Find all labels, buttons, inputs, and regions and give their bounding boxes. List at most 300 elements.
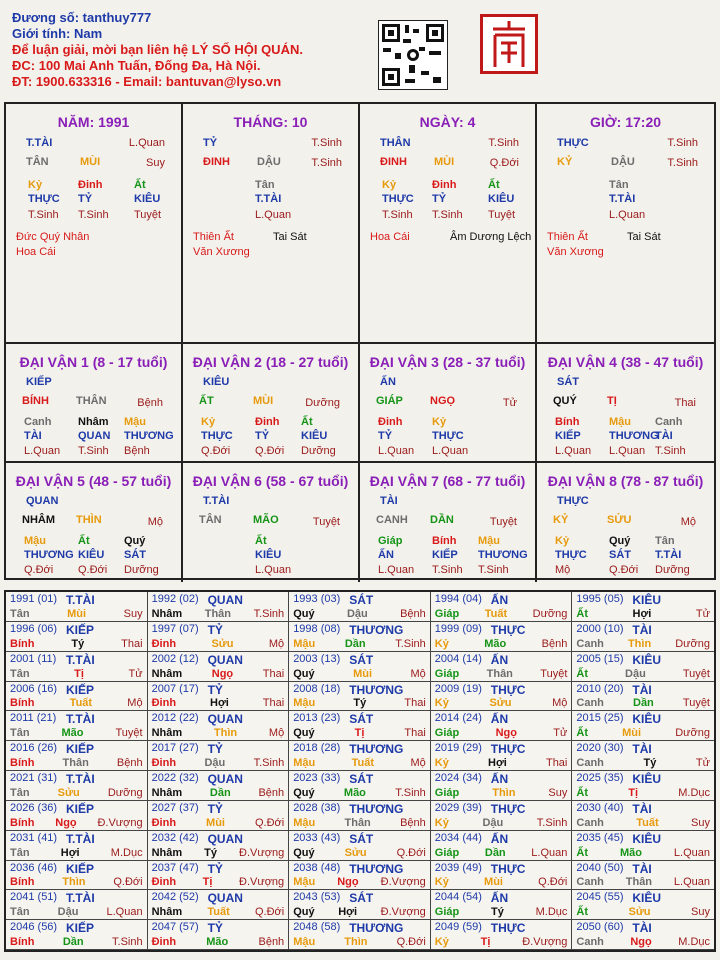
year-pillar — [435, 608, 568, 620]
hidden-stem: Bính — [555, 416, 580, 428]
year-cell — [431, 682, 573, 712]
year-chi: Tị — [74, 667, 84, 680]
year-god: TỶ — [207, 861, 223, 876]
year-stage: Tuyệt — [540, 667, 568, 680]
year-stage: T.Sinh — [253, 607, 285, 620]
year-cell — [148, 682, 290, 712]
year-god: TỶ — [207, 801, 223, 816]
year-can: Canh — [576, 936, 604, 948]
dai-van-can: CANH — [376, 514, 408, 526]
hidden-god: THƯƠNG — [609, 430, 659, 442]
year-stage: Tử — [695, 757, 710, 769]
year-stage: Đ.Vượng — [380, 906, 426, 919]
year-stage: Mộ — [127, 697, 143, 710]
year-stage: M.Dục — [678, 786, 710, 799]
year-stage: Mộ — [410, 757, 426, 769]
hidden-god: THỰC — [432, 430, 464, 442]
pillar-cell — [537, 104, 714, 344]
dai-van-chi: MÙI — [253, 395, 274, 407]
hidden-god: SÁT — [609, 549, 631, 561]
year-pillar — [152, 847, 285, 859]
year-can: Tân — [10, 727, 30, 740]
year-pillar — [10, 936, 143, 948]
year-pillar — [435, 817, 568, 829]
year-label: 2032 (42) — [151, 831, 199, 844]
year-god: KIÊU — [632, 712, 662, 727]
year-god: ẤN — [490, 712, 509, 727]
hidden-god: T.TÀI — [609, 193, 636, 205]
year-stage: Dưỡng — [675, 727, 710, 740]
pillar-chi: MÙI — [80, 156, 101, 168]
year-stage: Thai — [404, 697, 426, 710]
year-can: Canh — [576, 757, 604, 769]
year-cell — [431, 861, 573, 891]
hidden-god: KIẾP — [432, 549, 458, 561]
year-cell — [572, 741, 714, 771]
year-pillar — [576, 608, 710, 620]
year-chi: Ngọ — [55, 816, 77, 829]
hidden-stage: Dưỡng — [301, 445, 336, 457]
year-can: Nhâm — [151, 727, 183, 740]
hidden-god: TỶ — [78, 193, 93, 205]
hidden-god: THỰC — [555, 549, 587, 561]
year-god: KIÊU — [632, 831, 662, 846]
year-god: TÀI — [632, 742, 652, 757]
year-label: 2029 (39) — [434, 801, 482, 814]
hidden-stem: Mậu — [609, 416, 631, 428]
year-pillar — [435, 876, 568, 888]
dai-van-chi: DẦN — [430, 514, 454, 526]
year-label: 1996 (06) — [10, 622, 58, 635]
year-label: 2019 (29) — [434, 742, 482, 755]
year-can: Kỷ — [434, 816, 449, 829]
year-pillar — [10, 727, 143, 739]
year-chi: Ngọ — [495, 727, 517, 740]
pillar-chi-stage: T.Sinh — [311, 157, 342, 169]
pillar-can: ĐINH — [380, 156, 407, 168]
year-stage: Q.Đới — [113, 876, 143, 889]
year-label: 2040 (50) — [576, 861, 624, 874]
dai-van-cell — [183, 344, 360, 463]
year-cell — [289, 652, 431, 682]
star-name: Hoa Cái — [370, 231, 410, 243]
dai-van-can: BÍNH — [22, 395, 49, 407]
year-cell — [572, 682, 714, 712]
year-can: Tân — [10, 607, 30, 620]
year-can: Tân — [10, 906, 30, 919]
hidden-stage: Q.Đới — [255, 445, 285, 457]
hidden-stem: Canh — [655, 416, 683, 428]
hidden-stem: Nhâm — [78, 416, 109, 428]
hidden-god: THƯƠNG — [124, 430, 174, 442]
year-can: Quý — [293, 667, 315, 680]
year-stage: Tử — [128, 667, 143, 680]
year-god: T.TÀI — [66, 831, 95, 846]
year-cell — [572, 890, 714, 920]
year-can: Bính — [10, 876, 35, 889]
year-label: 1992 (02) — [151, 593, 199, 605]
year-label: 1995 (05) — [576, 593, 624, 605]
year-cell — [431, 741, 573, 771]
pillar-can: KỶ — [557, 156, 573, 168]
dai-van-chi: TỊ — [607, 395, 617, 407]
pillar-chi-stage: Q.Đới — [489, 157, 519, 169]
year-chi: Thân — [204, 607, 232, 620]
hidden-stage: Dưỡng — [655, 564, 690, 576]
hidden-stem: Mậu — [24, 535, 46, 547]
year-stage: Thai — [262, 697, 285, 710]
year-label: 2041 (51) — [10, 891, 58, 904]
year-stage: M.Dục — [535, 906, 568, 919]
hidden-god: TÀI — [655, 430, 673, 442]
year-pillar — [152, 876, 285, 888]
year-pillar — [576, 757, 710, 769]
year-cell — [148, 741, 290, 771]
hidden-god: THỰC — [28, 193, 60, 205]
pillar-title: GIỜ: 17:20 — [589, 114, 662, 130]
year-chi: Thân — [62, 757, 89, 769]
year-label: 2020 (30) — [576, 742, 624, 755]
year-stage: T.Sinh — [395, 637, 426, 650]
hidden-god: TỶ — [378, 430, 393, 442]
year-can: Đinh — [151, 936, 177, 948]
year-god: THƯƠNG — [349, 861, 404, 876]
year-label: 2037 (47) — [151, 861, 199, 874]
year-can: Canh — [576, 876, 604, 889]
hidden-stage: L.Quan — [432, 445, 469, 457]
hidden-god: KIÊU — [255, 549, 282, 561]
year-stage: Dưỡng — [675, 637, 710, 650]
year-stage: Mộ — [268, 637, 285, 650]
hidden-god: TÀI — [24, 430, 42, 442]
pillar-chi: DẬU — [611, 156, 635, 168]
year-pillar — [435, 638, 568, 650]
year-god: SÁT — [349, 831, 374, 846]
year-chi: Tuất — [69, 697, 93, 710]
year-god: SÁT — [349, 712, 374, 727]
pillar-can: ĐINH — [203, 156, 230, 168]
year-can: Giáp — [434, 727, 460, 740]
year-label: 2011 (21) — [10, 712, 57, 725]
year-god: KIẾP — [66, 861, 95, 876]
star-name: Tai Sát — [627, 231, 661, 243]
year-god: TỶ — [207, 921, 223, 936]
dai-van-stage: Mộ — [680, 516, 696, 528]
year-pillar — [10, 668, 143, 680]
year-can: Tân — [10, 846, 30, 859]
year-label: 2021 (31) — [10, 772, 58, 784]
year-cell — [6, 652, 148, 682]
year-label: 2031 (41) — [10, 831, 58, 844]
year-stage: T.Sinh — [536, 816, 568, 829]
year-stage: Q.Đới — [254, 906, 285, 919]
year-pillar — [435, 727, 568, 739]
year-god: SÁT — [349, 772, 374, 786]
dai-van-cell — [537, 344, 714, 463]
year-god: KIẾP — [66, 622, 95, 637]
year-god: QUAN — [207, 593, 243, 607]
pillar-cell — [360, 104, 537, 344]
year-stage: Đ.Vượng — [380, 876, 426, 889]
year-label: 2010 (20) — [576, 682, 624, 695]
year-god: THƯƠNG — [349, 921, 404, 936]
year-can: Ất — [576, 607, 588, 620]
year-stage: Suy — [548, 786, 568, 799]
hidden-stage: T.Sinh — [78, 209, 109, 221]
year-label: 2001 (11) — [10, 652, 57, 665]
year-cell — [431, 711, 573, 741]
hidden-stage: Q.Đới — [24, 564, 54, 576]
year-cell — [431, 622, 573, 652]
year-can: Canh — [576, 816, 604, 829]
year-can: Giáp — [434, 786, 460, 799]
year-pillar — [152, 608, 285, 620]
year-god: T.TÀI — [66, 712, 95, 727]
year-pillar — [293, 936, 426, 948]
hidden-god: KIÊU — [301, 430, 328, 442]
year-chi: Hợi — [338, 906, 358, 919]
year-label: 1999 (09) — [434, 622, 482, 635]
year-chi: Thân — [625, 876, 653, 889]
year-pillar — [293, 608, 426, 620]
year-label: 2036 (46) — [10, 861, 58, 874]
hidden-stem: Quý — [124, 535, 146, 547]
dai-van-cell — [183, 463, 360, 582]
dai-van-god: T.TÀI — [203, 495, 230, 507]
year-cell — [431, 771, 573, 801]
year-can: Ất — [576, 727, 588, 740]
year-god: SÁT — [349, 593, 374, 607]
hidden-stem: Kỷ — [432, 416, 447, 428]
year-chi: Mão — [343, 786, 366, 799]
year-pillar — [435, 906, 568, 918]
star-name: Tai Sát — [273, 231, 307, 243]
star-name: Đức Quý Nhân — [16, 231, 90, 243]
year-can: Đinh — [151, 816, 177, 829]
year-pillar — [152, 697, 285, 709]
star-name: Thiên Ất — [547, 231, 588, 243]
year-stage: Thai — [404, 727, 426, 740]
year-can: Ất — [576, 906, 588, 919]
dai-van-stage: Dưỡng — [305, 397, 340, 409]
hidden-stage: Bệnh — [124, 445, 150, 457]
year-cell — [148, 890, 290, 920]
year-god: T.TÀI — [66, 772, 95, 786]
year-cell — [289, 920, 431, 950]
year-can: Mậu — [293, 757, 316, 769]
year-stage: Mộ — [268, 727, 285, 740]
hidden-stage: T.Sinh — [478, 564, 509, 576]
hidden-stage: Mộ — [555, 564, 571, 576]
year-stage: Tuyệt — [682, 697, 710, 710]
hidden-stem: Quý — [609, 535, 631, 547]
year-chi: Hợi — [210, 697, 229, 710]
year-cell — [289, 831, 431, 861]
year-can: Ất — [576, 667, 588, 680]
year-chi: Ngọ — [211, 667, 234, 680]
hidden-stem: Kỷ — [201, 416, 216, 428]
year-chi: Ngọ — [337, 876, 359, 889]
dai-van-cell — [537, 463, 714, 582]
year-chi: Tý — [491, 906, 504, 919]
year-cell — [6, 801, 148, 831]
dai-van-stage: Tuyệt — [489, 516, 517, 528]
year-label: 2018 (28) — [293, 742, 341, 755]
hidden-god: THƯƠNG — [24, 549, 74, 561]
year-cell — [6, 592, 148, 622]
year-pillar — [293, 847, 426, 859]
year-pillar — [576, 787, 710, 799]
hidden-god: T.TÀI — [655, 549, 682, 561]
year-god: T.TÀI — [66, 593, 95, 607]
year-god: SÁT — [349, 652, 374, 667]
hidden-stem: Kỷ — [382, 179, 397, 191]
year-stage: L.Quan — [673, 876, 710, 889]
year-chi: Hợi — [488, 757, 507, 769]
year-can: Quý — [293, 607, 315, 620]
year-god: TÀI — [632, 861, 652, 876]
year-chi: Hợi — [632, 607, 652, 620]
dai-van-title: ĐẠI VẬN 4 (38 - 47 tuổi) — [547, 354, 704, 370]
dai-van-stage: Thai — [674, 397, 696, 409]
year-stage: M.Dục — [110, 846, 143, 859]
year-chi: Thân — [344, 816, 371, 829]
year-cell — [6, 771, 148, 801]
year-stage: Bệnh — [541, 637, 568, 650]
year-god: QUAN — [207, 652, 243, 667]
hidden-stem: Đinh — [432, 179, 457, 191]
year-pillar — [152, 906, 285, 918]
year-label: 2044 (54) — [434, 891, 482, 904]
dai-van-can: QUÝ — [553, 395, 577, 407]
year-stage: Mộ — [410, 667, 426, 680]
year-stage: Q.Đới — [538, 876, 568, 889]
dai-van-stage: Tử — [502, 397, 517, 409]
year-god: ẤN — [490, 652, 509, 667]
year-can: Kỷ — [434, 637, 449, 650]
year-pillar — [293, 697, 426, 709]
year-can: Quý — [293, 906, 315, 919]
dai-van-god: QUAN — [26, 495, 59, 507]
year-god: T.TÀI — [66, 652, 95, 667]
year-can: Ất — [576, 846, 588, 859]
year-cell — [148, 711, 290, 741]
hidden-stage: Q.Đới — [201, 445, 231, 457]
pillar-god: TỶ — [203, 137, 218, 149]
dai-van-stage: Mộ — [147, 516, 163, 528]
year-pillar — [152, 638, 285, 650]
year-cell — [572, 622, 714, 652]
year-pillar — [435, 787, 568, 799]
year-can: Đinh — [151, 697, 177, 710]
year-chi: Thìn — [492, 786, 516, 799]
year-label: 2046 (56) — [10, 921, 58, 934]
year-label: 2002 (12) — [151, 652, 199, 665]
dai-van-god: THỰC — [557, 495, 589, 507]
year-god: TỶ — [207, 682, 223, 697]
year-label: 1991 (01) — [10, 593, 58, 605]
year-label: 2043 (53) — [293, 891, 341, 904]
hidden-stem: Mậu — [478, 535, 500, 547]
year-stage: Tuyệt — [115, 727, 143, 740]
dai-van-can: KỶ — [553, 514, 569, 526]
year-label: 1997 (07) — [151, 622, 199, 635]
year-pillar — [293, 638, 426, 650]
year-cell — [6, 622, 148, 652]
year-can: Quý — [293, 786, 315, 799]
year-cell — [572, 592, 714, 622]
year-cell — [148, 831, 290, 861]
year-label: 2016 (26) — [10, 742, 58, 755]
year-chi: Thìn — [62, 876, 86, 889]
year-label: 2009 (19) — [434, 682, 482, 695]
year-can: Nhâm — [151, 607, 183, 620]
year-god: QUAN — [207, 891, 243, 906]
dai-van-cell — [360, 344, 537, 463]
pillar-title: NGÀY: 4 — [419, 114, 476, 130]
year-cell — [572, 771, 714, 801]
hidden-stage: Tuyệt — [134, 209, 162, 221]
year-cell — [289, 741, 431, 771]
year-stage: T.Sinh — [112, 936, 143, 948]
year-stage: Đ.Vượng — [97, 816, 143, 829]
year-can: Tân — [10, 667, 30, 680]
year-god: THỰC — [490, 682, 526, 697]
year-label: 2004 (14) — [434, 652, 482, 665]
hidden-stage: T.Sinh — [432, 209, 463, 221]
year-cell — [431, 652, 573, 682]
year-cell — [289, 861, 431, 891]
star-name: Văn Xương — [547, 246, 604, 258]
year-can: Ất — [576, 786, 588, 799]
year-can: Giáp — [434, 846, 460, 859]
year-chi: Sửu — [344, 846, 367, 859]
pillar-cell — [6, 104, 183, 344]
year-stage: Đ.Vượng — [522, 936, 568, 948]
star-name: Hoa Cái — [16, 246, 56, 258]
year-can: Đinh — [151, 637, 177, 650]
year-pillar — [10, 876, 143, 888]
hidden-stage: T.Sinh — [432, 564, 463, 576]
year-cell — [148, 861, 290, 891]
year-can: Giáp — [434, 607, 460, 620]
year-chi: Mão — [206, 936, 229, 948]
year-stage: Thai — [262, 667, 285, 680]
year-chi: Tý — [204, 846, 218, 859]
year-pillar — [10, 787, 143, 799]
pillar-cell — [183, 104, 360, 344]
year-cell — [148, 801, 290, 831]
address-line: ĐC: 100 Mai Anh Tuấn, Đống Đa, Hà Nội. — [12, 58, 261, 73]
year-stage: Bệnh — [400, 607, 426, 620]
year-cell — [6, 890, 148, 920]
dai-van-title: ĐẠI VẬN 2 (18 - 27 tuổi) — [192, 354, 349, 370]
year-label: 2030 (40) — [576, 801, 624, 814]
year-can: Nhâm — [151, 786, 183, 799]
hidden-stem: Ất — [134, 179, 146, 191]
year-cell — [148, 652, 290, 682]
year-pillar — [435, 668, 568, 680]
dai-van-title: ĐẠI VẬN 8 (78 - 87 tuổi) — [547, 473, 704, 489]
year-can: Mậu — [293, 876, 316, 889]
hidden-stem: Canh — [24, 416, 52, 428]
phone-email-line: ĐT: 1900.633316 - Email: bantuvan@lyso.vn — [12, 74, 282, 89]
dai-van-chi: THÂN — [76, 395, 107, 407]
hidden-stem: Kỷ — [28, 179, 43, 191]
year-pillar — [576, 727, 710, 739]
year-god: TÀI — [632, 682, 652, 697]
year-label: 1998 (08) — [293, 622, 341, 635]
